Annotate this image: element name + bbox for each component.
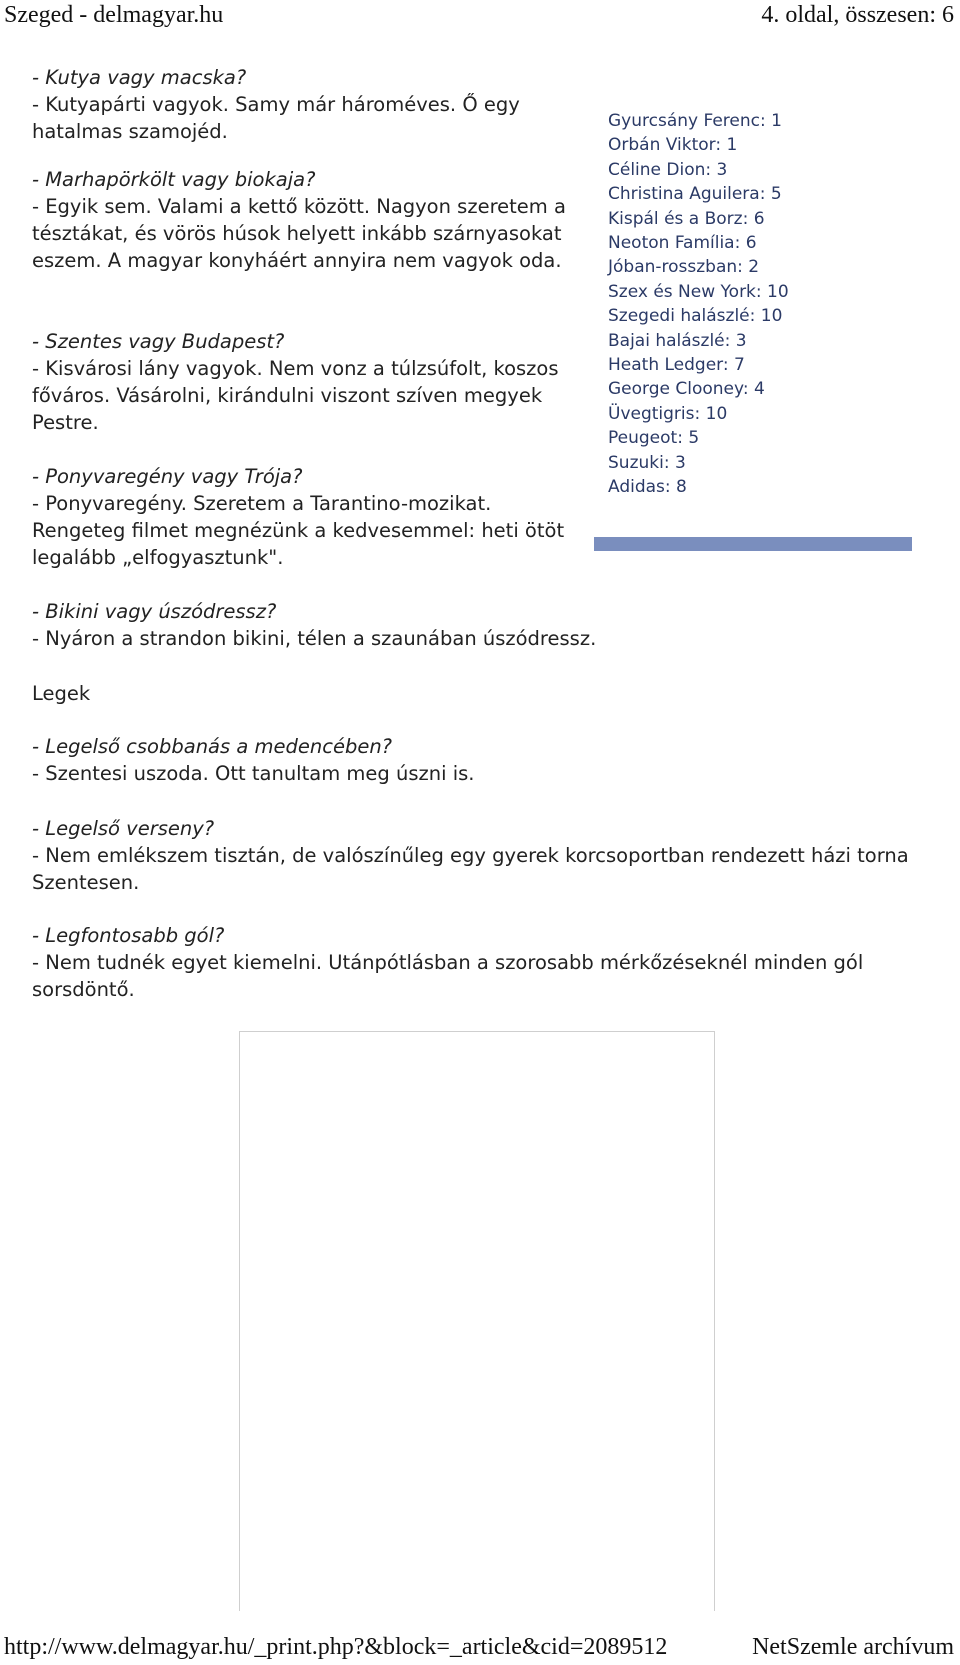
image-placeholder xyxy=(239,1031,715,1611)
site-title: Szeged - delmagyar.hu xyxy=(4,2,224,28)
rating-item: Kispál és a Borz: 6 xyxy=(608,208,765,229)
rating-item: Christina Aguilera: 5 xyxy=(608,184,782,205)
answer: - Nyáron a strandon bikini, télen a szaunában úszódressz. xyxy=(32,627,597,650)
qa-block xyxy=(32,922,912,1003)
rating-item: Céline Dion: 3 xyxy=(608,159,728,180)
section-heading: Legek xyxy=(32,682,91,705)
question: - Legelső csobbanás a medencében? xyxy=(32,735,393,758)
question: - Marhapörkölt vagy biokaja? xyxy=(32,168,316,191)
rating-item: Üvegtigris: 10 xyxy=(608,403,728,424)
question: - Legfontosabb gól? xyxy=(32,924,225,947)
rating-item: George Clooney: 4 xyxy=(608,379,765,400)
answer: - Nem emlékszem tisztán, de valószínűleg egy gyerek korcsoportban rendezett házi torna Szentesen. xyxy=(32,844,909,894)
rating-item: Jóban-rosszban: 2 xyxy=(608,257,760,278)
answer: - Ponyvaregény. Szeretem a Tarantino-mozikat. Rengeteg filmet megnézünk a kedvesemmel: heti ötöt legalább „elfogyasztunk". xyxy=(32,492,565,569)
question: - Bikini vagy úszódressz? xyxy=(32,600,277,623)
question: - Legelső verseny? xyxy=(32,817,215,840)
rating-item: Suzuki: 3 xyxy=(608,452,686,473)
answer: - Kutyapárti vagyok. Samy már hároméves. Ő egy hatalmas szamojéd. xyxy=(32,93,520,143)
archive-label: NetSzemle archívum xyxy=(752,1634,954,1660)
rating-item: Adidas: 8 xyxy=(608,477,687,498)
rating-item: Bajai halászlé: 3 xyxy=(608,330,747,351)
question: - Ponyvaregény vagy Trója? xyxy=(32,465,303,488)
sidebar-divider-bar xyxy=(594,537,912,551)
rating-item: Peugeot: 5 xyxy=(608,428,700,449)
answer: - Kisvárosi lány vagyok. Nem vonz a túlzsúfolt, koszos főváros. Vásárolni, kirándulni viszont szíven megyek Pestre. xyxy=(32,357,559,434)
qa-block xyxy=(32,64,572,145)
rating-item: Orbán Viktor: 1 xyxy=(608,135,738,156)
qa-block xyxy=(32,328,572,436)
qa-block xyxy=(32,166,572,274)
answer: - Nem tudnék egyet kiemelni. Utánpótlásban a szorosabb mérkőzéseknél minden gól sorsdöntő. xyxy=(32,951,864,1001)
ratings-list xyxy=(608,109,789,500)
page-number: 4. oldal, összesen: 6 xyxy=(761,2,954,28)
rating-item: Neoton Família: 6 xyxy=(608,233,757,254)
rating-item: Heath Ledger: 7 xyxy=(608,355,745,376)
qa-block xyxy=(32,733,912,787)
question: - Kutya vagy macska? xyxy=(32,66,247,89)
qa-block xyxy=(32,598,912,652)
qa-block xyxy=(32,815,912,896)
rating-item: Gyurcsány Ferenc: 1 xyxy=(608,111,782,131)
question: - Szentes vagy Budapest? xyxy=(32,330,285,353)
rating-item: Szegedi halászlé: 10 xyxy=(608,306,783,327)
answer: - Egyik sem. Valami a kettő között. Nagyon szeretem a tésztákat, és vörös húsok helyett inkább szárnyasokat eszem. A magyar konyháért annyira nem vagyok oda. xyxy=(32,195,566,272)
qa-block xyxy=(32,463,572,571)
page-url: http://www.delmagyar.hu/_print.php?&block=_article&cid=2089512 xyxy=(4,1634,668,1660)
rating-item: Szex és New York: 10 xyxy=(608,281,789,302)
answer: - Szentesi uszoda. Ott tanultam meg úszni is. xyxy=(32,762,475,785)
